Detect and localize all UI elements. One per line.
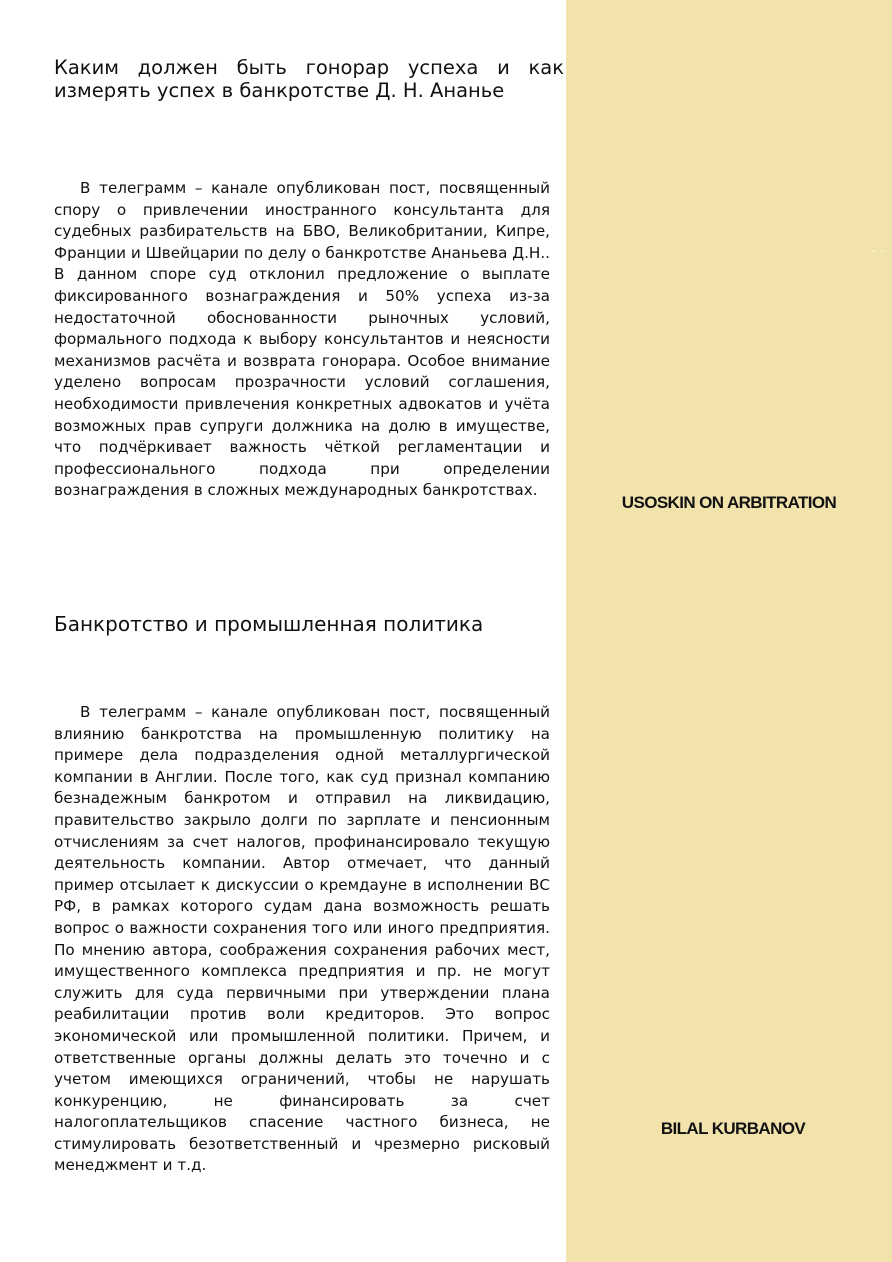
article-1-title: Каким должен быть гонорар успеха и как измерять успех в банкротстве Д. Н. Ананье [54, 56, 564, 102]
sidebar-mark: - - [872, 246, 886, 257]
article-2-body: В телеграмм – канале опубликован пост, посвященный влиянию банкротства на промышленную политику на примере дела подразделения одной металлургической компании в Англии. После того, как суд признал компанию безнадежным банкротом и отправил на ликвидацию, правительство закрыло долги по зарплате и пенсионным отчислениям за счет налогов, профинансировало текущую деятельность компании. Автор отмечает, что данный пример отсылает к дискуссии о кремдауне в исполнении ВС РФ, в рамках которого судам дана возможность решать вопрос о важности сохранения того или иного предприятия. По мнению автора, соображения сохранения рабочих мест, имущественного комплекса предприятия и пр. не могут служить для суда первичными при утверждении плана реабилитации против воли кредиторов. Это вопрос экономической или промышленной политики. Причем, и ответственные органы должны делать это точечно и с учетом имеющихся ограничений, чтобы не нарушать конкуренцию, не финансировать за счет налогоплательщиков спасение частного бизнеса, не стимулировать безответственный и чрезмерно рисковый менеджмент и т.д. [54, 703, 550, 1175]
sidebar-panel [566, 0, 892, 1262]
sidebar-label-author: BILAL KURBANOV [660, 1119, 806, 1138]
article-1-body: В телеграмм – канале опубликован пост, посвященный спору о привлечении иностранного консультанта для судебных разбирательств на БВО, Великобритании, Кипре, Франции и Швейцарии по делу о банкротстве Ананьева Д.Н.. В данном споре суд отклонил предложение о выплате фиксированного вознаграждения и 50% успеха из-за недостаточной обоснованности рыночных условий, формального подхода к выбору консультантов и неясности механизмов расчёта и возврата гонорара. Особое внимание уделено вопросам прозрачности условий соглашения, необходимости привлечения конкретных адвокатов и учёта возможных прав супруги должника на долю в имуществе, что подчёркивает важность чёткой регламентации и профессионального подхода при определении вознаграждения в сложных международных банкротствах. [54, 179, 550, 500]
sidebar-label-usoskin: USOSKIN ON ARBITRATION [621, 493, 837, 512]
article-2-title: Банкротство и промышленная политика [54, 612, 484, 636]
